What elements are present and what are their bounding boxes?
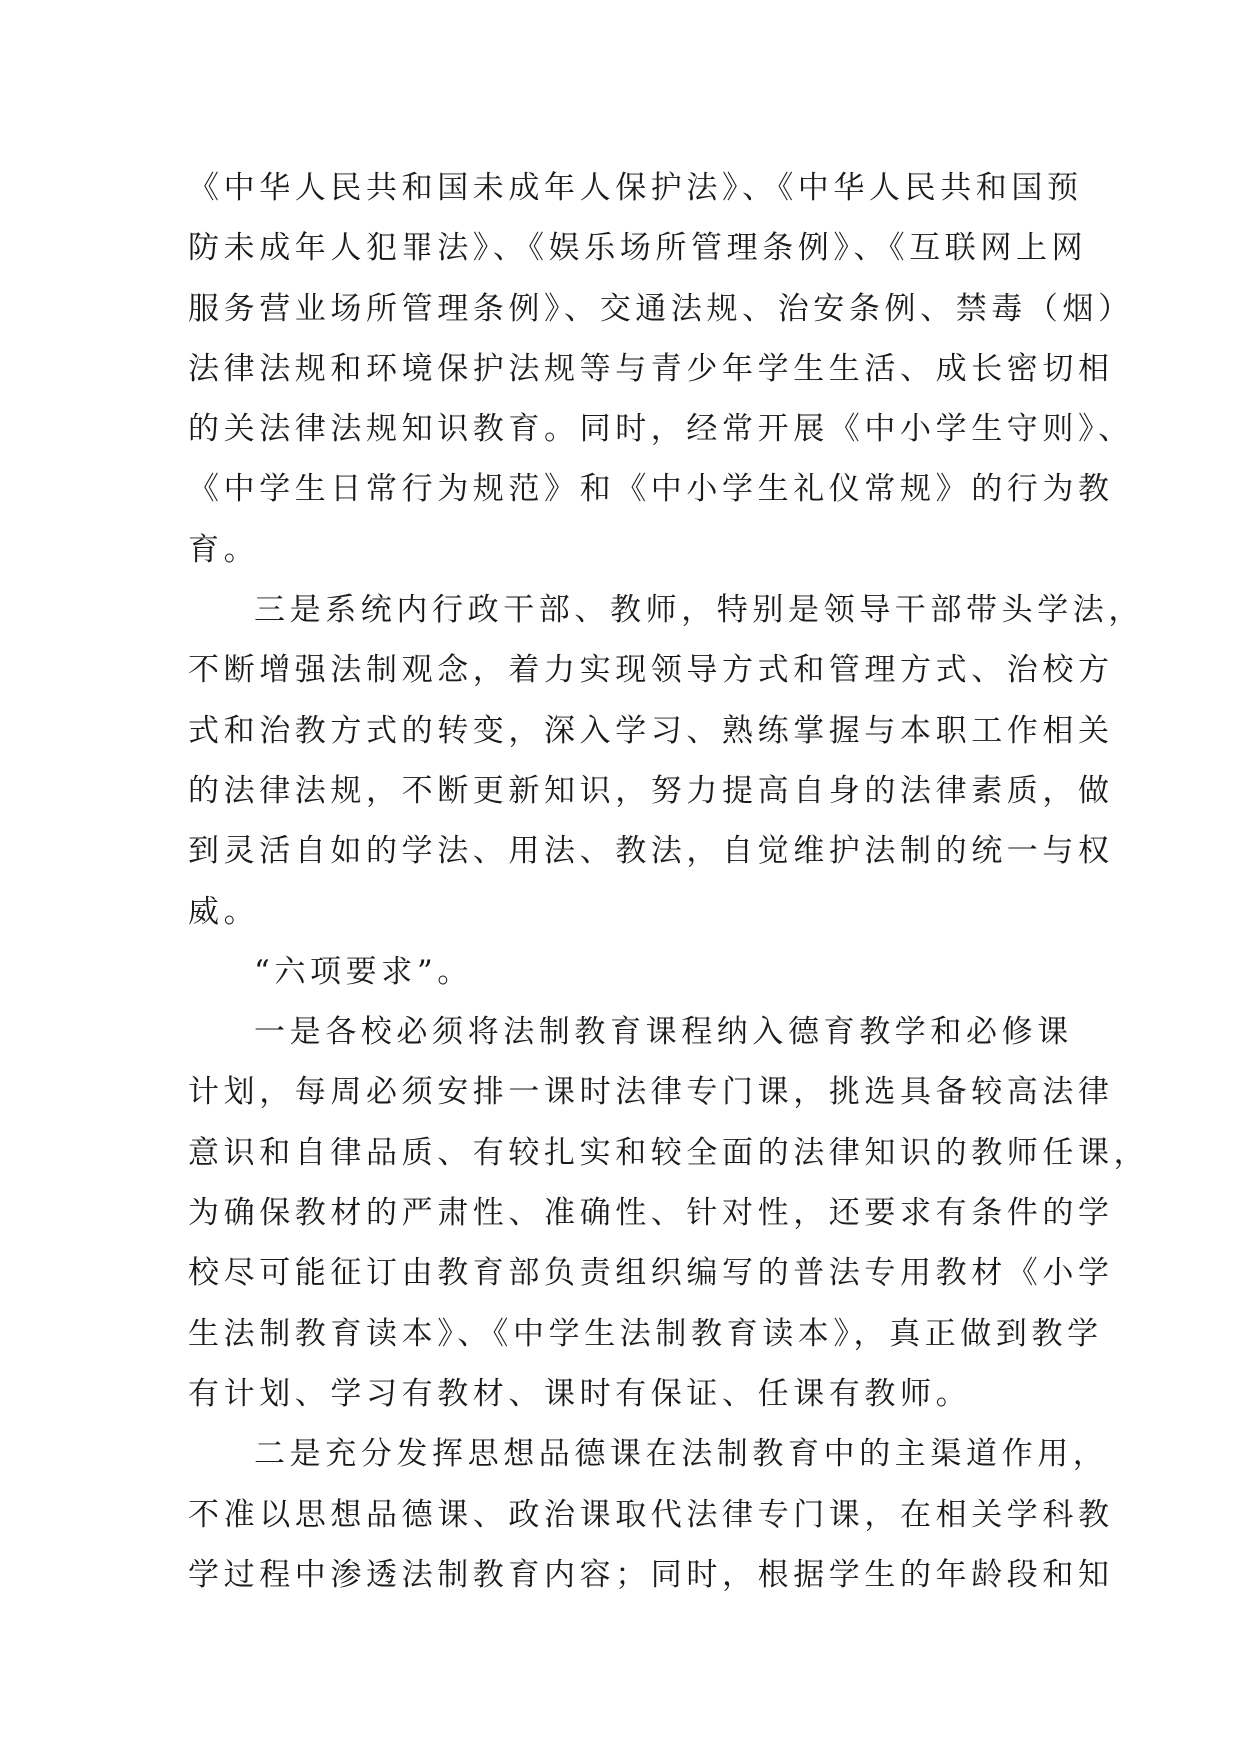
section-heading-line: “六项要求”。: [254, 953, 473, 990]
text-line: 不准以思想品德课、政治课取代法律专门课，在相关学科教: [188, 1496, 1114, 1533]
text-line: 服务营业场所管理条例》、交通法规、治安条例、禁毒（烟）: [188, 290, 1134, 327]
text-line: 《中学生日常行为规范》和《中小学生礼仪常规》的行为教: [188, 471, 1114, 508]
text-line: 威。: [188, 893, 260, 930]
text-line: 不断增强法制观念，着力实现领导方式和管理方式、治校方: [188, 652, 1114, 689]
text-line: 学过程中渗透法制教育内容；同时，根据学生的年龄段和知: [188, 1556, 1114, 1593]
text-line: 为确保教材的严肃性、准确性、针对性，还要求有条件的学: [188, 1195, 1114, 1232]
text-line: 《中华人民共和国未成年人保护法》、《中华人民共和国预: [188, 170, 1083, 206]
paragraph-start-line: 二是充分发挥思想品德课在法制教育中的主渠道作用，: [254, 1436, 1109, 1473]
text-line: 有计划、学习有教材、课时有保证、任课有教师。: [188, 1375, 972, 1412]
text-line: 育。: [188, 531, 260, 568]
text-line: 计划，每周必须安排一课时法律专门课，挑选具备较高法律: [188, 1074, 1114, 1111]
text-line: 生法制教育读本》、《中学生法制教育读本》，真正做到教学: [188, 1315, 1103, 1352]
text-line: 意识和自律品质、有较扎实和较全面的法律知识的教师任课，: [188, 1134, 1150, 1171]
text-line: 的关法律法规知识教育。同时，经常开展《中小学生守则》、: [188, 411, 1134, 448]
paragraph-start-line: 一是各校必须将法制教育课程纳入德育教学和必修课: [254, 1014, 1073, 1051]
body-text: [188, 158, 1150, 1605]
text-line: 法律法规和环境保护法规等与青少年学生生活、成长密切相: [188, 350, 1114, 387]
text-line: 式和治教方式的转变，深入学习、熟练掌握与本职工作相关: [188, 712, 1114, 749]
text-line: 的法律法规，不断更新知识，努力提高自身的法律素质，做: [188, 772, 1114, 809]
paragraph-start-line: 三是系统内行政干部、教师，特别是领导干部带头学法，: [254, 592, 1144, 629]
text-line: 校尽可能征订由教育部负责组织编写的普法专用教材《小学: [188, 1255, 1114, 1292]
text-line: 防未成年人犯罪法》、《娱乐场所管理条例》、《互联网上网: [188, 230, 1088, 267]
text-line: 到灵活自如的学法、用法、教法，自觉维护法制的统一与权: [188, 833, 1114, 870]
